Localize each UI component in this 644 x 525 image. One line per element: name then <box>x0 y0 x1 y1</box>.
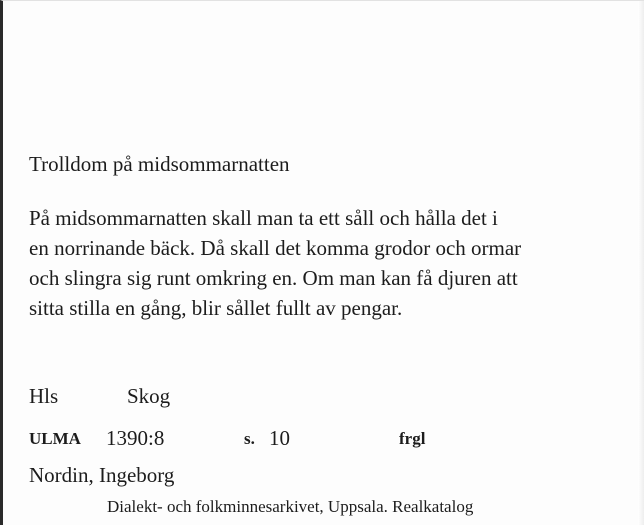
archive-code: ULMA <box>29 429 81 448</box>
record-title: Trolldom på midsommarnatten <box>29 152 290 176</box>
scan-edge <box>638 1 644 525</box>
province-code: Hls <box>29 384 59 408</box>
body-line: sitta stilla en gång, blir sållet fullt av pengar. <box>29 296 403 320</box>
body-line: och slingra sig runt omkring en. Om man kan få djuren att <box>29 266 518 290</box>
body-line: På midsommarnatten skall man ta ett såll och hålla det i <box>29 206 498 230</box>
accession-number: 1390:8 <box>106 426 165 450</box>
informant-name: Nordin, Ingeborg <box>29 463 175 487</box>
record-body <box>29 203 629 323</box>
archive-footer: Dialekt- och folkminnesarkivet, Uppsala. Realkatalog <box>107 497 474 516</box>
category-code: frgl <box>399 429 426 448</box>
body-line: en norrinande bäck. Då skall det komma grodor och ormar <box>29 236 522 260</box>
page-number: 10 <box>269 426 290 450</box>
location-row <box>29 384 171 409</box>
parish-name: Skog <box>127 384 171 408</box>
page-label: s. <box>244 429 255 448</box>
